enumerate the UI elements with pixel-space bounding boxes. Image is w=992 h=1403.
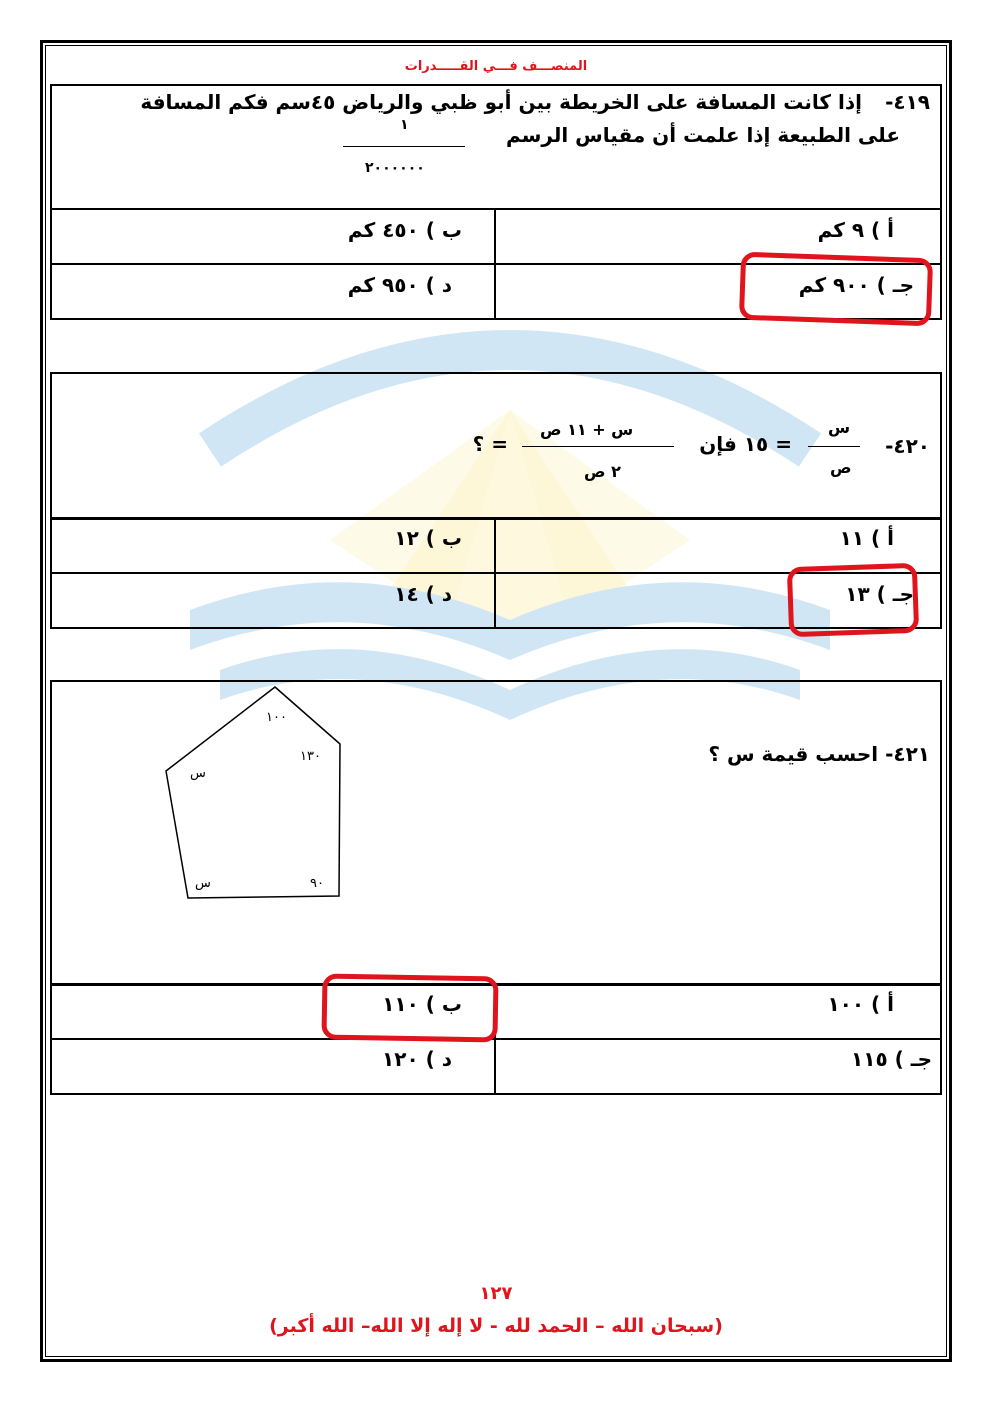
- q420-fraction1-denominator: ص: [830, 458, 852, 477]
- q420-fraction2-bar: [522, 446, 674, 447]
- q420-fraction2-numerator: س + ١١ ص: [540, 420, 634, 439]
- q420-option-a[interactable]: أ ) ١١: [839, 526, 894, 550]
- q419-option-b[interactable]: ب ) ٤٥٠ كم: [347, 218, 462, 242]
- q419-option-a[interactable]: أ ) ٩ كم: [817, 218, 894, 242]
- q419-option-d[interactable]: د ) ٩٥٠ كم: [347, 273, 452, 297]
- q421-options-row-divider: [50, 1038, 942, 1040]
- q420-answer-marker: [787, 563, 919, 637]
- pentagon-angle-x-bottom: س: [195, 876, 211, 891]
- footer-dhikr: (سبحان الله – الحمد لله - لا إله إلا الله– الله أكبر): [269, 1315, 723, 1337]
- q420-fraction2-denominator: ٢ ص: [584, 462, 621, 481]
- q419-scale-fraction-bar: [343, 146, 465, 147]
- q419-line2: على الطبيعة إذا علمت أن مقياس الرسم: [506, 123, 900, 147]
- q420-option-d[interactable]: د ) ١٤: [394, 582, 452, 606]
- page-number: ١٢٧: [479, 1283, 513, 1304]
- q419-line1: إذا كانت المسافة على الخريطة بين أبو ظبي والرياض ٤٥سم فكم المسافة: [140, 90, 862, 114]
- header-title: المنصـــف فـــي القـــــدرات: [404, 59, 588, 74]
- q420-number: ٤٢٠-: [885, 434, 930, 458]
- pentagon-angle-130: ١٣٠: [300, 749, 321, 764]
- q419-scale-numerator: ١: [400, 117, 409, 133]
- pentagon-angle-x-top: س: [190, 766, 206, 781]
- q420-equation-text: = ١٥ فإن: [699, 432, 792, 456]
- q421-option-d[interactable]: د ) ١٢٠: [382, 1047, 452, 1071]
- pentagon-angle-100: ١٠٠: [266, 710, 287, 725]
- q420-option-b[interactable]: ب ) ١٢: [394, 526, 462, 550]
- q419-answer-marker: [739, 252, 933, 327]
- q420-option-c[interactable]: جـ ) ١٣: [845, 582, 914, 606]
- q419-number: ٤١٩-: [885, 90, 930, 114]
- q421-option-a[interactable]: أ ) ١٠٠: [827, 992, 894, 1016]
- q420-tail: = ؟: [472, 432, 508, 456]
- q420-fraction1-bar: [808, 446, 860, 447]
- q420-options-col-divider: [494, 517, 496, 629]
- q419-option-c[interactable]: جـ ) ٩٠٠ كم: [798, 273, 914, 297]
- q421-question: ٤٢١- احسب قيمة س ؟: [708, 742, 930, 766]
- q421-answer-marker: [321, 973, 498, 1042]
- q421-option-c[interactable]: جـ ) ١١٥: [851, 1047, 932, 1071]
- q419-options-col-divider: [494, 208, 496, 320]
- q421-option-b[interactable]: ب ) ١١٠: [382, 992, 462, 1016]
- q420-fraction1-numerator: س: [828, 418, 851, 437]
- pentagon-angle-90: ٩٠: [310, 876, 324, 891]
- q419-scale-denominator: ٢٠٠٠٠٠٠: [365, 160, 425, 176]
- pentagon-figure: [160, 680, 360, 910]
